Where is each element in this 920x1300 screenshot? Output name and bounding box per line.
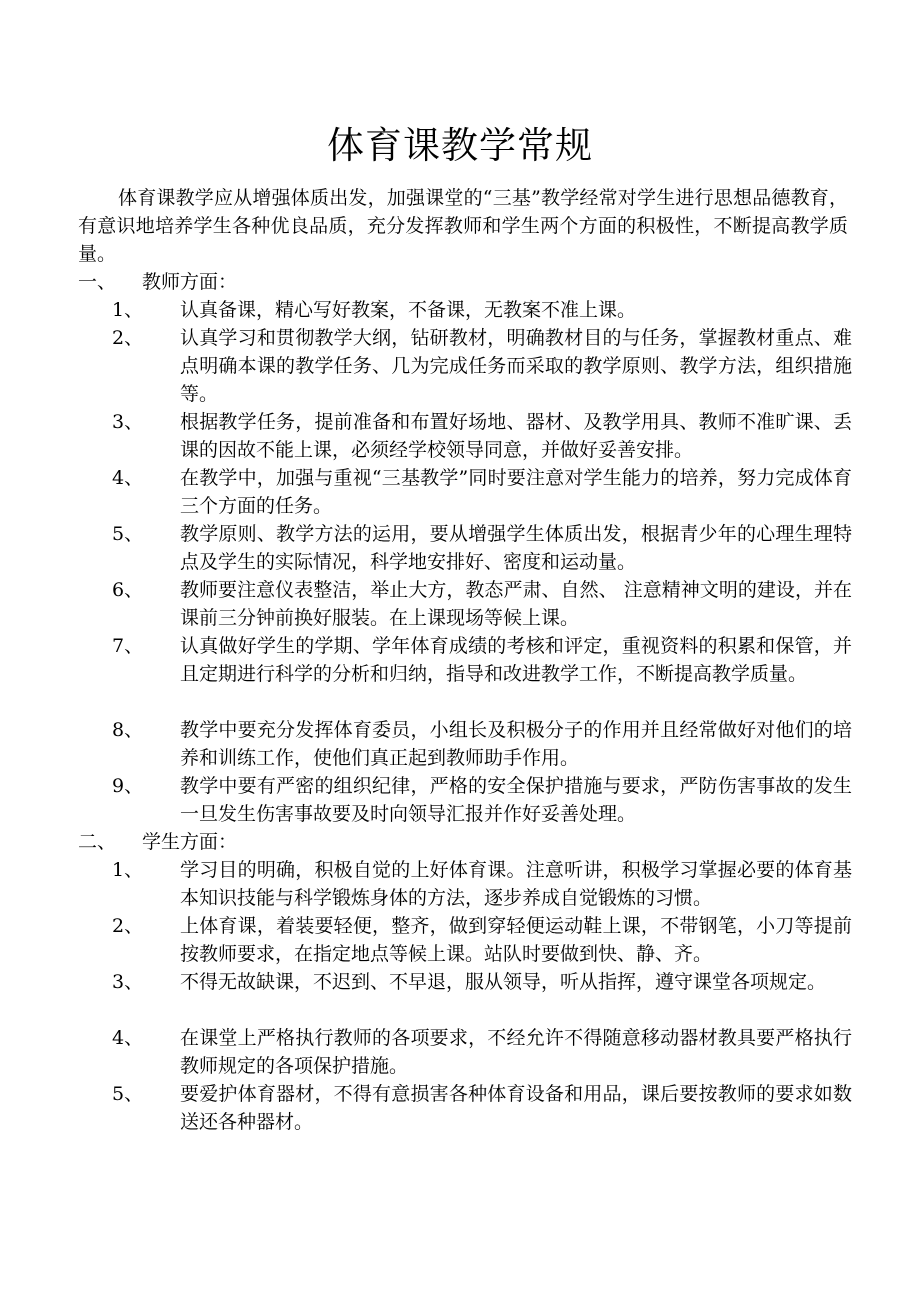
list-item — [112, 576, 852, 632]
section-title: 教师方面： — [142, 271, 238, 293]
item-text: 认真学习和贯彻教学大纲，钻研教材，明确教材目的与任务，掌握教材重点、难点明确本课的教学任务、几为完成任务而采取的教学原则、教学方法，组织措施等。 — [180, 327, 852, 405]
list-item — [112, 324, 852, 408]
item-text: 在课堂上严格执行教师的各项要求，不经允许不得随意移动器材教具要严格执行教师规定的各项保护措施。 — [180, 1027, 852, 1077]
intro-paragraph: 体育课教学应从增强体质出发，加强课堂的“三基”教学经常对学生进行思想品德教育，有意识地培养学生各种优良品质，充分发挥教师和学生两个方面的积极性，不断提高教学质量。 — [78, 187, 848, 265]
item-number: 1、 — [112, 859, 144, 881]
item-number: 9、 — [112, 775, 144, 797]
section-title: 学生方面： — [142, 831, 238, 853]
list-item — [112, 912, 852, 968]
item-number: 4、 — [112, 467, 144, 489]
list-item — [112, 464, 852, 520]
section-heading-students — [78, 828, 237, 856]
item-text: 根据教学任务，提前准备和布置好场地、器材、及教学用具、教师不准旷课、丢课的因故不能上课，必须经学校领导同意，并做好妥善安排。 — [180, 411, 852, 461]
item-number: 2、 — [112, 327, 144, 349]
section-number: 二、 — [78, 831, 117, 853]
list-item — [112, 716, 852, 772]
item-number: 5、 — [112, 523, 144, 545]
item-number: 3、 — [112, 971, 144, 993]
item-text: 认真备课，精心写好教案，不备课，无教案不准上课。 — [180, 299, 637, 321]
list-item — [112, 772, 852, 828]
list-item — [112, 296, 852, 324]
item-number: 4、 — [112, 1027, 144, 1049]
list-item — [112, 632, 852, 688]
item-number: 3、 — [112, 411, 144, 433]
item-text: 教学中要充分发挥体育委员，小组长及积极分子的作用并且经常做好对他们的培养和训练工作，使他们真正起到教师助手作用。 — [180, 719, 852, 769]
section-heading-teachers — [78, 268, 237, 296]
item-text: 学习目的明确，积极自觉的上好体育课。注意听讲，积极学习掌握必要的体育基本知识技能与科学锻炼身体的方法，逐步养成自觉锻炼的习惯。 — [180, 859, 852, 909]
item-text: 上体育课，着装要轻便，整齐，做到穿轻便运动鞋上课，不带钢笔，小刀等提前按教师要求，在指定地点等候上课。站队时要做到快、静、齐。 — [180, 915, 852, 965]
item-number: 1、 — [112, 299, 144, 321]
item-text: 教学原则、教学方法的运用，要从增强学生体质出发，根据青少年的心理生理特点及学生的实际情况，科学地安排好、密度和运动量。 — [180, 523, 852, 573]
section-number: 一、 — [78, 271, 117, 293]
item-text: 认真做好学生的学期、学年体育成绩的考核和评定，重视资料的积累和保管，并且定期进行科学的分析和归纳，指导和改进教学工作，不断提高教学质量。 — [180, 635, 852, 685]
list-item — [112, 408, 852, 464]
item-number: 2、 — [112, 915, 144, 937]
item-number: 8、 — [112, 719, 144, 741]
list-item — [112, 856, 852, 912]
list-item — [112, 968, 852, 996]
list-item — [112, 520, 852, 576]
item-text: 不得无故缺课，不迟到、不早退，服从领导，听从指挥，遵守课堂各项规定。 — [180, 971, 827, 993]
item-text: 教师要注意仪表整洁，举止大方，教态严肃、自然、 注意精神文明的建设，并在课前三分钟前换好服装。在上课现场等候上课。 — [180, 579, 852, 629]
list-item — [112, 1080, 852, 1136]
document-title: 体育课教学常规 — [327, 124, 593, 167]
item-text: 教学中要有严密的组织纪律，严格的安全保护措施与要求，严防伤害事故的发生一旦发生伤害事故要及时向领导汇报并作好妥善处理。 — [180, 775, 852, 825]
item-number: 7、 — [112, 635, 144, 657]
item-number: 5、 — [112, 1083, 144, 1105]
list-item — [112, 1024, 852, 1080]
item-text: 要爱护体育器材，不得有意损害各种体育设备和用品，课后要按教师的要求如数送还各种器材。 — [180, 1083, 852, 1133]
item-text: 在教学中，加强与重视“三基教学”同时要注意对学生能力的培养，努力完成体育三个方面的任务。 — [180, 467, 852, 517]
item-number: 6、 — [112, 579, 144, 601]
